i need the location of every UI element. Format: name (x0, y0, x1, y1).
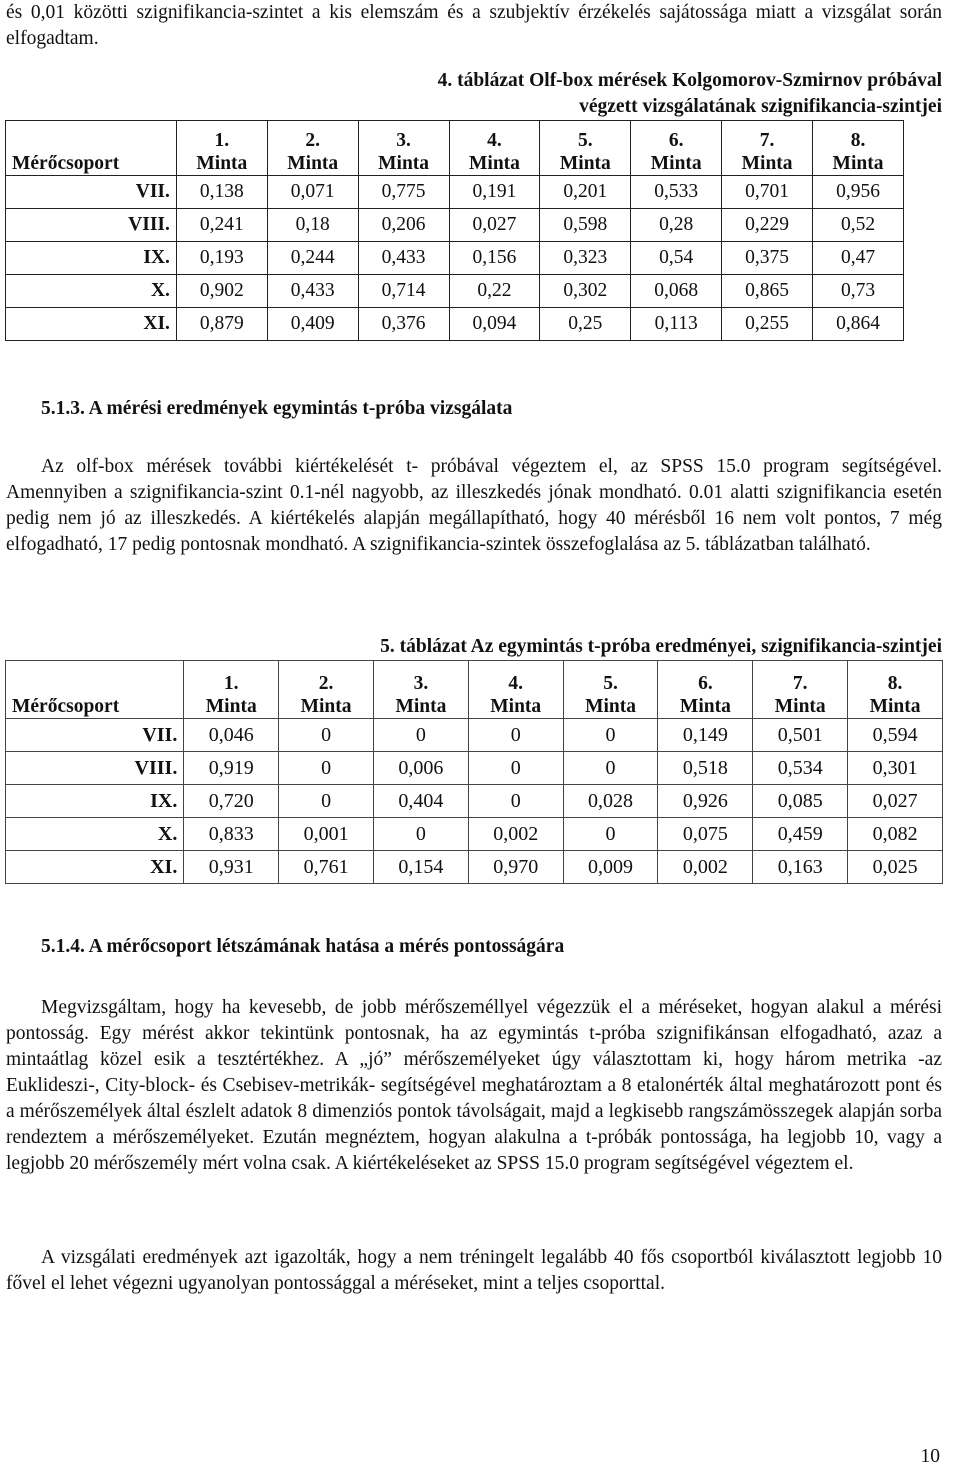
sample-label: Minta (300, 696, 352, 717)
sample-number: 6. (668, 130, 684, 151)
table5-caption: 5. táblázat Az egymintás t-próba eredményei, szignifikancia-szintjei (380, 636, 942, 657)
table5-header-sample-8 (848, 661, 943, 719)
table-cell: 0,375 (722, 242, 813, 275)
sample-label: Minta (490, 696, 542, 717)
sample-label: Minta (679, 696, 731, 717)
table-cell: 0,025 (848, 851, 943, 884)
table-cell: 0,068 (631, 275, 722, 308)
table-cell: 0 (563, 752, 658, 785)
sample-label: Minta (869, 696, 921, 717)
table4-header-sample-7 (722, 121, 813, 176)
sample-number: 6. (698, 673, 713, 694)
table-row (6, 242, 904, 275)
table-cell: 0,244 (267, 242, 358, 275)
group-label: IX. (6, 242, 177, 275)
table4-header-sample-2 (267, 121, 358, 176)
table-cell: 0 (563, 818, 658, 851)
table-cell: 0,931 (184, 851, 279, 884)
group-label: VII. (6, 176, 177, 209)
table5-header-sample-7 (753, 661, 848, 719)
table-cell: 0,027 (848, 785, 943, 818)
table-cell: 0,206 (358, 209, 449, 242)
group-label: X. (6, 275, 177, 308)
group-label: VII. (6, 719, 184, 752)
table4-header-sample-6 (631, 121, 722, 176)
table-cell: 0,241 (176, 209, 267, 242)
table-cell: 0,001 (279, 818, 374, 851)
sample-label: Minta (741, 153, 793, 174)
table-cell: 0,714 (358, 275, 449, 308)
table-cell: 0 (279, 719, 374, 752)
table-cell: 0,409 (267, 308, 358, 341)
table4-header-sample-5 (540, 121, 631, 176)
section-514-heading: 5.1.4. A mérőcsoport létszámának hatása a mérés pontosságára (41, 936, 565, 957)
table-cell: 0,73 (813, 275, 904, 308)
table-cell: 0,376 (358, 308, 449, 341)
sample-number: 8. (850, 130, 866, 151)
table-row (6, 851, 943, 884)
table-cell: 0,720 (184, 785, 279, 818)
table4-caption-line2: végzett vizsgálatának szignifikancia-szintjei (579, 96, 942, 117)
table-row (6, 752, 943, 785)
sample-label: Minta (287, 153, 339, 174)
table4-header-sample-8 (813, 121, 904, 176)
group-label: X. (6, 818, 184, 851)
table4-caption (300, 68, 942, 120)
table-cell: 0,864 (813, 308, 904, 341)
table-cell: 0,701 (722, 176, 813, 209)
table-cell: 0,094 (449, 308, 540, 341)
table-cell: 0,28 (631, 209, 722, 242)
section-513-heading: 5.1.3. A mérési eredmények egymintás t-próba vizsgálata (41, 398, 513, 419)
table-cell: 0,046 (184, 719, 279, 752)
table-cell: 0,071 (267, 176, 358, 209)
section-514-paragraph1: Megvizsgáltam, hogy ha kevesebb, de jobb mérőszeméllyel végezzük el a méréseket, hogyan alakul a mérési pontosság. Egy mérést akkor tekintünk pontosnak, ha az egymintás t-próba szignifikánsan elfogadható, azaz a mintaátlag közel esik a tesztértékhez. A „jó” mérőszemélyeket úgy választottam ki, hogy három metrika -az Euklideszi-, City-block- és Csebisev-metrikák- segítségével meghatároztam a 8 etalonérték által meghatározott pont és a mérőszemélyek által észlelt adatok 8 dimenziós pontok távolságait, majd a legkisebb rangszámösszegek alapján sorba rendeztem a mérőszemélyeket. Ezután megnéztem, hogyan alakulna a t-próbák pontossága, ha legjobb 10, vagy a legjobb 20 mérőszemély mért volna csak. A kiértékeléseket az SPSS 15.0 program segítségével végeztem el. (6, 997, 942, 1174)
table-cell: 0,594 (848, 719, 943, 752)
table-cell: 0,433 (267, 275, 358, 308)
table4-header-sample-3 (358, 121, 449, 176)
sample-number: 7. (792, 673, 808, 694)
table-cell: 0,009 (563, 851, 658, 884)
sample-label: Minta (205, 696, 257, 717)
table-cell: 0,404 (373, 785, 468, 818)
table-cell: 0,501 (753, 719, 848, 752)
table-cell: 0,761 (279, 851, 374, 884)
sample-label: Minta (559, 153, 611, 174)
table-cell: 0,879 (176, 308, 267, 341)
table-cell: 0 (279, 785, 374, 818)
table4-header-sample-4 (449, 121, 540, 176)
table-cell: 0,22 (449, 275, 540, 308)
table-row (6, 818, 943, 851)
table-cell: 0,902 (176, 275, 267, 308)
table4 (5, 120, 904, 341)
table-cell: 0,138 (176, 176, 267, 209)
group-label: IX. (6, 785, 184, 818)
table-row (6, 275, 904, 308)
table-cell: 0,191 (449, 176, 540, 209)
table-cell: 0,255 (722, 308, 813, 341)
sample-number: 1. (214, 130, 230, 151)
table5 (5, 660, 943, 884)
table-cell: 0,027 (449, 209, 540, 242)
table-cell: 0,201 (540, 176, 631, 209)
table-cell: 0,323 (540, 242, 631, 275)
table-cell: 0 (468, 785, 563, 818)
group-label: VIII. (6, 209, 177, 242)
table5-header-sample-2 (279, 661, 374, 719)
table-cell: 0,775 (358, 176, 449, 209)
table-cell: 0,956 (813, 176, 904, 209)
sample-label: Minta (469, 153, 520, 174)
sample-label: Minta (196, 153, 248, 174)
table-cell: 0,518 (658, 752, 753, 785)
group-label: VIII. (6, 752, 184, 785)
table5-header-sample-3 (373, 661, 468, 719)
table-row (6, 308, 904, 341)
sample-number: 3. (396, 130, 411, 151)
sample-number: 5. (603, 673, 618, 694)
table-cell: 0,534 (753, 752, 848, 785)
sample-label: Minta (585, 696, 637, 717)
table5-header-sample-6 (658, 661, 753, 719)
table-cell: 0,149 (658, 719, 753, 752)
table-cell: 0,006 (373, 752, 468, 785)
table-cell: 0,028 (563, 785, 658, 818)
table-row (6, 176, 904, 209)
table-cell: 0 (373, 818, 468, 851)
sample-number: 1. (223, 673, 239, 694)
section-513-paragraph: Az olf-box mérések további kiértékelését t- próbával végeztem el, az SPSS 15.0 program segítségével. Amennyiben a szignifikancia-szint 0.1-nél nagyobb, az illeszkedés jónak mondható. 0.01 alatti szignifikancia esetén pedig nem jó az illeszkedés. A kiértékelés alapján megállapítható, hogy 40 mérésből 16 nem volt pontos, 7 még elfogadható, 17 pedig pontosnak mondható. A szignifikancia-szintek összefoglalása az 5. táblázatban található. (6, 456, 942, 555)
table5-header-sample-5 (563, 661, 658, 719)
table-cell: 0,075 (658, 818, 753, 851)
table-cell: 0 (279, 752, 374, 785)
sample-label: Minta (774, 696, 826, 717)
table-cell: 0 (468, 719, 563, 752)
table-cell: 0,193 (176, 242, 267, 275)
table-cell: 0 (468, 752, 563, 785)
intro-paragraph: és 0,01 közötti szignifikancia-szintet a kis elemszám és a szubjektív érzékelés sajátossága miatt a vizsgálat során elfogadtam. (6, 2, 942, 49)
sample-number: 4. (487, 130, 502, 151)
table-cell: 0 (563, 719, 658, 752)
table-cell: 0,082 (848, 818, 943, 851)
table-cell: 0,47 (813, 242, 904, 275)
table-cell: 0,302 (540, 275, 631, 308)
table-cell: 0,865 (722, 275, 813, 308)
table-row (6, 785, 943, 818)
sample-label: Minta (378, 153, 430, 174)
table4-header-group: Mérőcsoport (6, 121, 177, 176)
sample-number: 2. (305, 130, 321, 151)
table-cell: 0,002 (468, 818, 563, 851)
table-cell: 0,085 (753, 785, 848, 818)
table-cell: 0,919 (184, 752, 279, 785)
table-cell: 0,156 (449, 242, 540, 275)
sample-number: 3. (413, 673, 429, 694)
table4-caption-line1: 4. táblázat Olf-box mérések Kolgomorov-Szmirnov próbával (437, 70, 942, 91)
table-cell: 0,598 (540, 209, 631, 242)
group-label: XI. (6, 851, 184, 884)
table-cell: 0,113 (631, 308, 722, 341)
table-cell: 0,970 (468, 851, 563, 884)
table-cell: 0,301 (848, 752, 943, 785)
table-cell: 0,52 (813, 209, 904, 242)
table-row (6, 209, 904, 242)
table-cell: 0,002 (658, 851, 753, 884)
table-cell: 0,163 (753, 851, 848, 884)
group-label: XI. (6, 308, 177, 341)
sample-number: 5. (578, 130, 593, 151)
table-cell: 0,433 (358, 242, 449, 275)
table-cell: 0,54 (631, 242, 722, 275)
table-row (6, 719, 943, 752)
table-cell: 0,25 (540, 308, 631, 341)
table5-header-group: Mérőcsoport (6, 661, 184, 719)
sample-number: 4. (508, 673, 524, 694)
table5-header-sample-4 (468, 661, 563, 719)
table5-header-sample-1 (184, 661, 279, 719)
table-cell: 0,926 (658, 785, 753, 818)
sample-number: 2. (318, 673, 334, 694)
section-514-paragraph2: A vizsgálati eredmények azt igazolták, hogy a nem tréningelt legalább 40 fős csoportból kiválasztott legjobb 10 fővel el lehet végezni ugyanolyan pontossággal a méréseket, mint a teljes csoporttal. (6, 1247, 942, 1294)
sample-label: Minta (832, 153, 884, 174)
table-cell: 0,533 (631, 176, 722, 209)
sample-number: 7. (759, 130, 775, 151)
sample-number: 8. (887, 673, 903, 694)
table-cell: 0,459 (753, 818, 848, 851)
table-cell: 0,18 (267, 209, 358, 242)
sample-label: Minta (650, 153, 702, 174)
sample-label: Minta (395, 696, 447, 717)
table-cell: 0,229 (722, 209, 813, 242)
table-cell: 0 (373, 719, 468, 752)
page-number: 10 (920, 1446, 940, 1467)
table-cell: 0,154 (373, 851, 468, 884)
table4-header-sample-1 (176, 121, 267, 176)
table-cell: 0,833 (184, 818, 279, 851)
